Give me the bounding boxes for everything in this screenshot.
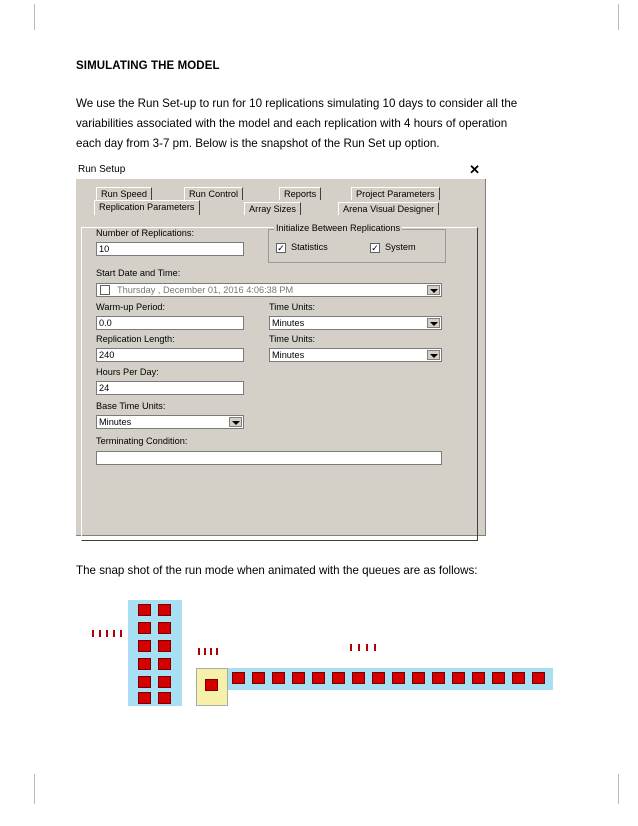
entity-icon <box>332 672 345 684</box>
tab-run-speed[interactable]: Run Speed <box>96 187 152 200</box>
start-date-value: Thursday , December 01, 2016 4:06:38 PM <box>117 285 294 295</box>
entity-icon <box>138 640 151 652</box>
warmup-units-value: Minutes <box>272 318 305 328</box>
server-box <box>196 668 228 706</box>
warmup-input[interactable]: 0.0 <box>96 316 244 330</box>
tab-array-sizes[interactable]: Array Sizes <box>244 202 301 215</box>
person-icon <box>204 648 206 655</box>
dialog-titlebar <box>76 162 486 179</box>
rep-length-label: Replication Length: <box>96 334 175 344</box>
corner-mark-bottom-left-v <box>34 774 35 804</box>
entity-icon <box>272 672 285 684</box>
rep-length-input[interactable]: 240 <box>96 348 244 362</box>
entity-icon <box>452 672 465 684</box>
entity-icon <box>158 658 171 670</box>
section-heading: SIMULATING THE MODEL <box>76 60 220 72</box>
entity-icon <box>158 604 171 616</box>
queue-row <box>228 668 553 690</box>
base-units-value: Minutes <box>99 417 132 427</box>
chevron-down-icon[interactable] <box>229 417 242 427</box>
tab-project-parameters[interactable]: Project Parameters <box>351 187 440 200</box>
entity-icon <box>158 640 171 652</box>
person-icon <box>120 630 122 637</box>
entity-icon <box>472 672 485 684</box>
entity-icon <box>352 672 365 684</box>
person-icon <box>198 648 200 655</box>
paragraph-line: each day from 3-7 pm. Below is the snapshot of the Run Set up option. <box>76 137 440 150</box>
entity-icon <box>372 672 385 684</box>
paragraph-line: We use the Run Set-up to run for 10 replications simulating 10 days to consider all the <box>76 97 518 110</box>
entity-icon <box>292 672 305 684</box>
corner-mark-top-right-v <box>618 4 619 30</box>
close-icon[interactable]: ✕ <box>469 162 480 177</box>
entity-icon <box>138 658 151 670</box>
paragraph-line: variabilities associated with the model and each replication with 4 hours of operation <box>76 117 508 130</box>
dialog-title: Run Setup <box>78 164 126 175</box>
run-animation-snapshot <box>76 596 556 706</box>
person-icon <box>350 644 352 651</box>
person-icon <box>106 630 108 637</box>
num-replications-input[interactable]: 10 <box>96 242 244 256</box>
person-icon <box>366 644 368 651</box>
entity-icon <box>138 622 151 634</box>
person-icon <box>374 644 376 651</box>
entity-icon <box>232 672 245 684</box>
entity-icon <box>512 672 525 684</box>
person-icon <box>92 630 94 637</box>
person-icon <box>99 630 101 637</box>
entity-icon <box>252 672 265 684</box>
tab-replication-parameters[interactable]: Replication Parameters <box>94 200 200 215</box>
hours-per-day-label: Hours Per Day: <box>96 367 159 377</box>
person-icon <box>113 630 115 637</box>
entity-icon <box>492 672 505 684</box>
start-date-picker[interactable] <box>96 283 442 297</box>
entity-icon <box>158 622 171 634</box>
entity-icon <box>312 672 325 684</box>
initialize-group-label: Initialize Between Replications <box>276 223 401 233</box>
warmup-units-select[interactable] <box>269 316 442 330</box>
start-date-label: Start Date and Time: <box>96 268 181 278</box>
entity-icon <box>412 672 425 684</box>
person-icon <box>358 644 360 651</box>
entity-icon <box>138 604 151 616</box>
dialog-body <box>76 179 486 536</box>
rep-units-value: Minutes <box>272 350 305 360</box>
statistics-checkbox[interactable]: ✓ <box>277 243 285 253</box>
person-icon <box>210 648 212 655</box>
num-replications-label: Number of Replications: <box>96 228 195 238</box>
person-icon <box>216 648 218 655</box>
tab-reports[interactable]: Reports <box>279 187 321 200</box>
tab-run-control[interactable]: Run Control <box>184 187 243 200</box>
terminating-label: Terminating Condition: <box>96 436 188 446</box>
base-units-label: Base Time Units: <box>96 401 166 411</box>
entity-icon <box>158 692 171 704</box>
entity-icon <box>138 676 151 688</box>
entity-icon <box>138 692 151 704</box>
entity-icon <box>532 672 545 684</box>
rep-units-label: Time Units: <box>269 334 316 344</box>
base-units-select[interactable] <box>96 415 244 429</box>
chevron-down-icon[interactable] <box>427 350 440 360</box>
hours-per-day-input[interactable]: 24 <box>96 381 244 395</box>
entity-icon <box>158 676 171 688</box>
chevron-down-icon[interactable] <box>427 285 440 295</box>
system-checkbox[interactable]: ✓ <box>371 243 379 253</box>
entity-icon <box>205 679 218 691</box>
entity-icon <box>432 672 445 684</box>
corner-mark-top-left-v <box>34 4 35 30</box>
queue-column <box>128 600 182 706</box>
warmup-units-label: Time Units: <box>269 302 316 312</box>
statistics-label: Statistics <box>291 242 328 252</box>
entity-icon <box>392 672 405 684</box>
run-setup-dialog <box>76 162 486 536</box>
start-date-checkbox[interactable] <box>100 285 110 295</box>
intro-paragraph <box>76 94 586 154</box>
warmup-label: Warm-up Period: <box>96 302 166 312</box>
system-label: System <box>385 242 416 252</box>
rep-units-select[interactable] <box>269 348 442 362</box>
terminating-input[interactable] <box>96 451 442 465</box>
snapshot-caption: The snap shot of the run mode when animated with the queues are as follows: <box>76 564 478 577</box>
corner-mark-bottom-right-v <box>618 774 619 804</box>
tab-arena-visual-designer[interactable]: Arena Visual Designer <box>338 202 439 215</box>
chevron-down-icon[interactable] <box>427 318 440 328</box>
